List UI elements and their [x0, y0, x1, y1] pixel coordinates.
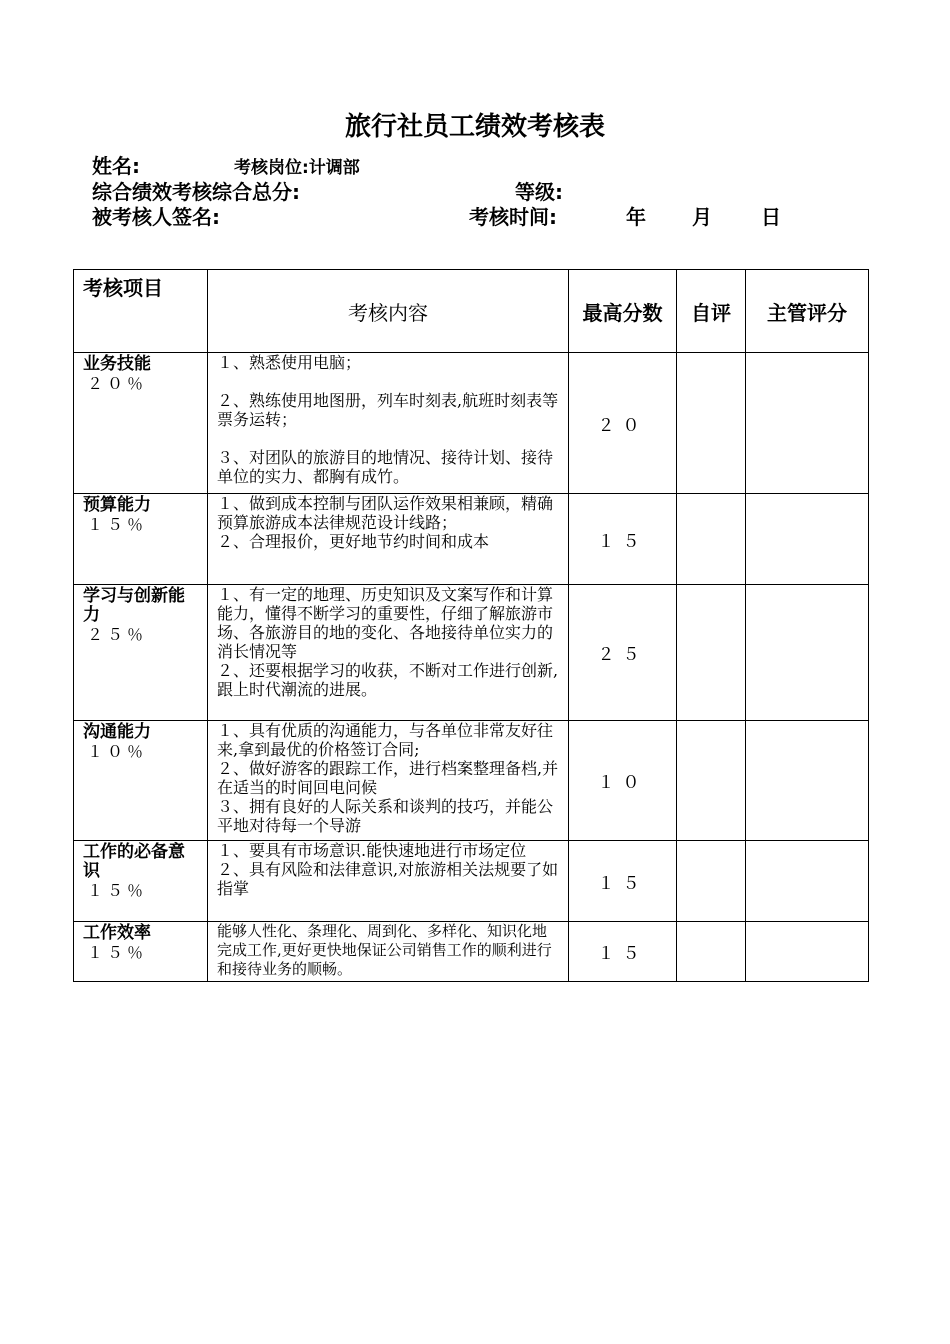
item-name: 工作效率 [83, 923, 151, 943]
content-line: １、熟悉使用电脑； [217, 353, 362, 372]
header-manager-score: 主管评分 [767, 300, 847, 325]
assessment-table [73, 269, 869, 982]
item-weight: ２０％ [87, 374, 148, 393]
content-line: ３、拥有良好的人际关系和谈判的技巧，并能公平地对待每一个导游 [217, 797, 554, 835]
max-score-cell: １５ [569, 494, 677, 585]
max-score-cell: ２０ [569, 353, 677, 494]
position-label: 考核岗位:计调部 [234, 158, 360, 178]
content-line: ２、合理报价，更好地节约时间和成本 [217, 532, 490, 551]
content-line: ３、对团队的旅游目的地情况、接待计划、接待单位的实力、都胸有成竹。 [217, 448, 554, 486]
header-content: 考核内容 [348, 300, 428, 325]
max-score-cell: １５ [569, 922, 677, 982]
item-weight: １５％ [87, 515, 148, 534]
assessment-time-label: 考核时间: [469, 205, 557, 229]
item-cell [74, 494, 208, 585]
table-row [74, 721, 869, 841]
content-cell [208, 721, 569, 841]
self-score-cell[interactable] [677, 922, 746, 982]
content-cell [208, 585, 569, 721]
table-row [74, 841, 869, 922]
name-label: 姓名: [92, 154, 140, 178]
content-line: ２、熟练使用地图册，列车时刻表,航班时刻表等票务运转； [217, 391, 559, 429]
item-name: 业务技能 [83, 354, 151, 374]
item-cell [74, 922, 208, 982]
content-cell [208, 494, 569, 585]
content-line: １、具有优质的沟通能力，与各单位非常友好往来,拿到最优的价格签订合同; [217, 721, 554, 759]
content-line: ２、还要根据学习的收获，不断对工作进行创新,跟上时代潮流的进展。 [217, 661, 559, 699]
grade-label: 等级: [515, 180, 563, 204]
self-score-cell[interactable] [677, 353, 746, 494]
max-score-cell: ２５ [569, 585, 677, 721]
header-max-score-cell [569, 270, 677, 353]
content-line: １、有一定的地理、历史知识及文案写作和计算能力，懂得不断学习的重要性，仔细了解旅游市场、各旅游目的地的变化、各地接待单位实力的消长情况等 [217, 585, 554, 661]
table-row [74, 585, 869, 721]
content-line: ２、做好游客的跟踪工作，进行档案整理备档,并在适当的时间回电问候 [217, 759, 559, 797]
item-cell [74, 353, 208, 494]
item-cell [74, 721, 208, 841]
signature-label: 被考核人签名: [92, 205, 220, 229]
day-label: 日 [761, 205, 781, 229]
manager-score-cell[interactable] [746, 721, 869, 841]
header-item: 考核项目 [83, 276, 163, 300]
table-header-row [74, 270, 869, 353]
item-name: 工作的必备意识 [83, 842, 185, 881]
content-line: ２、具有风险和法律意识,对旅游相关法规要了如指掌 [217, 860, 559, 898]
header-self-eval-cell [677, 270, 746, 353]
item-cell [74, 585, 208, 721]
item-name: 学习与创新能力 [83, 586, 185, 625]
self-score-cell[interactable] [677, 841, 746, 922]
manager-score-cell[interactable] [746, 841, 869, 922]
table-row [74, 494, 869, 585]
content-line: １、做到成本控制与团队运作效果相兼顾，精确预算旅游成本法律规范设计线路； [217, 494, 554, 532]
document-title: 旅行社员工绩效考核表 [344, 112, 605, 142]
header-content-cell [208, 270, 569, 353]
header-manager-score-cell [746, 270, 869, 353]
max-score-cell: １５ [569, 841, 677, 922]
header-self-eval: 自评 [691, 300, 731, 325]
table-row [74, 353, 869, 494]
manager-score-cell[interactable] [746, 922, 869, 982]
self-score-cell[interactable] [677, 721, 746, 841]
content-cell [208, 353, 569, 494]
content-line: 能够人性化、条理化、周到化、多样化、知识化地完成工作,更好更快地保证公司销售工作的顺利进行和接待业务的顺畅。 [217, 922, 552, 978]
year-label: 年 [626, 205, 646, 229]
item-weight: １５％ [87, 943, 148, 962]
header-max-score: 最高分数 [582, 300, 663, 325]
item-weight: １５％ [87, 881, 148, 900]
content-line: １、要具有市场意识.能快速地进行市场定位 [217, 841, 527, 860]
self-score-cell[interactable] [677, 494, 746, 585]
max-score-cell: １０ [569, 721, 677, 841]
total-score-label: 综合绩效考核综合总分: [92, 180, 300, 204]
self-score-cell[interactable] [677, 585, 746, 721]
content-cell [208, 922, 569, 982]
item-weight: ２５％ [87, 625, 148, 644]
manager-score-cell[interactable] [746, 585, 869, 721]
item-name: 预算能力 [83, 495, 151, 515]
table-row [74, 922, 869, 982]
manager-score-cell[interactable] [746, 353, 869, 494]
manager-score-cell[interactable] [746, 494, 869, 585]
item-cell [74, 841, 208, 922]
item-name: 沟通能力 [83, 722, 151, 742]
month-label: 月 [692, 205, 712, 229]
content-cell [208, 841, 569, 922]
header-item-cell [74, 270, 208, 353]
item-weight: １０％ [87, 742, 148, 761]
